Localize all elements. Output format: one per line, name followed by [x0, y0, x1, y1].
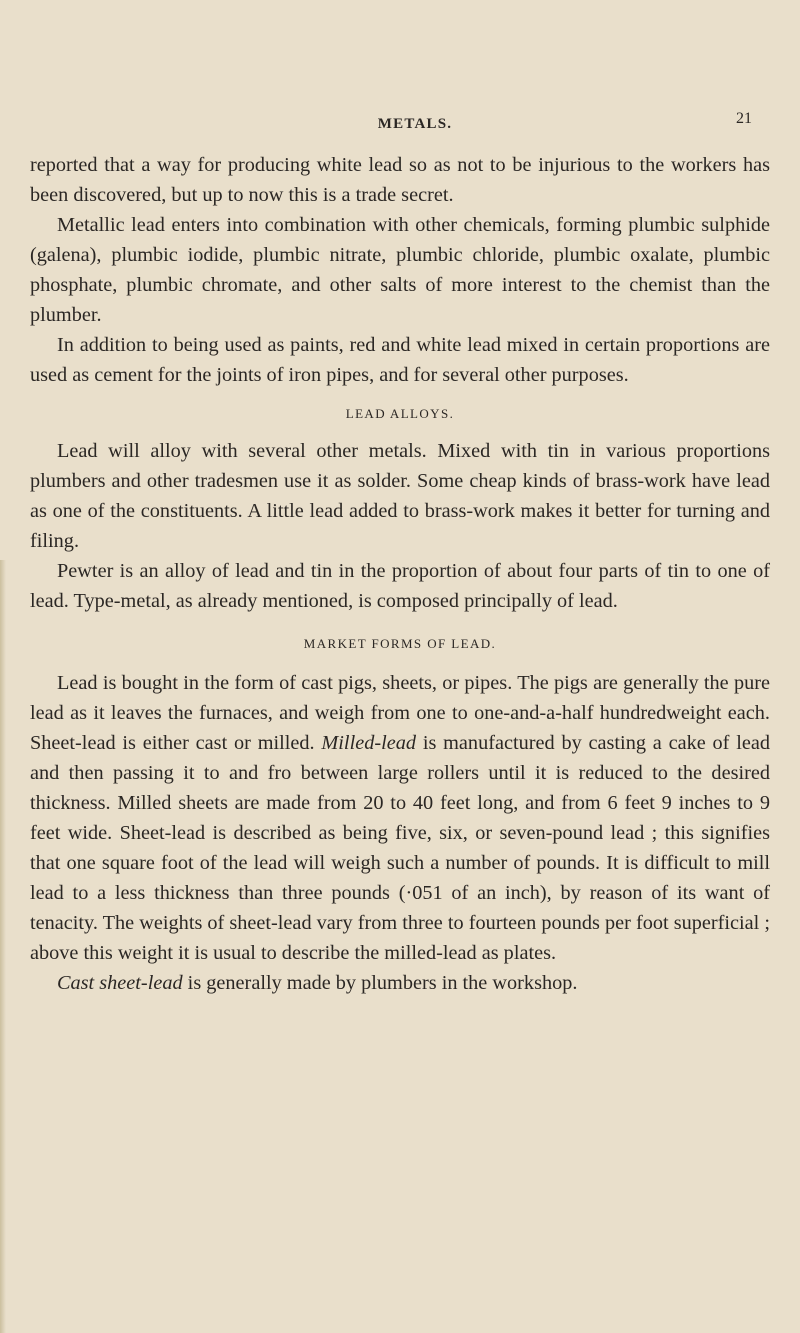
- body-text: [30, 150, 770, 998]
- paragraph-pewter: Pewter is an alloy of lead and tin in the proportion of about four parts of tin to one of lead. Type-metal, as already mentioned, is composed principally of lead.: [30, 560, 770, 612]
- section-heading-market-forms: MARKET FORMS OF LEAD.: [303, 636, 497, 651]
- paragraph-cast-sheet-lead: [30, 968, 770, 998]
- paragraph-alloys: Lead will alloy with several other metals. Mixed with tin in various proportions plumbers and other tradesmen use it as solder. Some cheap kinds of brass-work have lead as one of the constituents. A little lead added to brass-work makes it better for turning and filing.: [30, 440, 770, 552]
- paragraph-market-forms: [30, 668, 770, 968]
- paragraph-continued: reported that a way for producing white lead so as not to be injurious to the workers has been discovered, but up to now this is a trade secret.: [30, 154, 770, 206]
- running-head: METALS.: [377, 116, 453, 132]
- text-run: is generally made by plumbers in the workshop.: [182, 972, 578, 994]
- page-header: [0, 110, 800, 138]
- italic-term-milled-lead: Milled-lead: [321, 732, 417, 754]
- paragraph-paints: In addition to being used as paints, red and white lead mixed in certain proportions are used as cement for the joints of iron pipes, and for several other purposes.: [30, 334, 770, 386]
- page-number: 21: [736, 110, 752, 127]
- text-run: Lead is bought in the form of cast pigs, sheets, or pipes. The pigs are generally the pure lead as it leaves the furnaces, and weigh from one to one-and-a-half hundredweight each. Sheet-lead is either cast or milled.: [30, 672, 770, 754]
- binding-shadow: [0, 560, 6, 1333]
- text-run: is manufactured by casting a cake of lead and then passing it to and fro between large rollers until it is reduced to the desired thickness. Milled sheets are made from 20 to 40 feet long, and from 6 feet 9 inches to 9 feet wide. Sheet-lead is described as being five, six, or seven-pound lead ; this signifies that one square foot of the lead will weigh such a number of pounds. It is difficult to mill lead to a less thickness than three pounds (·051 of an inch), by reason of its want of tenacity. The weights of sheet-lead vary from three to fourteen pounds per foot superficial ; above this weight it is usual to describe the milled-lead as plates.: [30, 732, 771, 964]
- italic-term-cast-sheet-lead: Cast sheet-lead: [57, 972, 183, 994]
- section-heading-lead-alloys: LEAD ALLOYS.: [345, 406, 455, 421]
- paragraph-metallic-lead: Metallic lead enters into combination with other chemicals, forming plumbic sulphide (galena), plumbic iodide, plumbic nitrate, plumbic chloride, plumbic oxalate, plumbic phosphate, plumbic chromate, and other salts of more interest to the chemist than the plumber.: [30, 214, 770, 326]
